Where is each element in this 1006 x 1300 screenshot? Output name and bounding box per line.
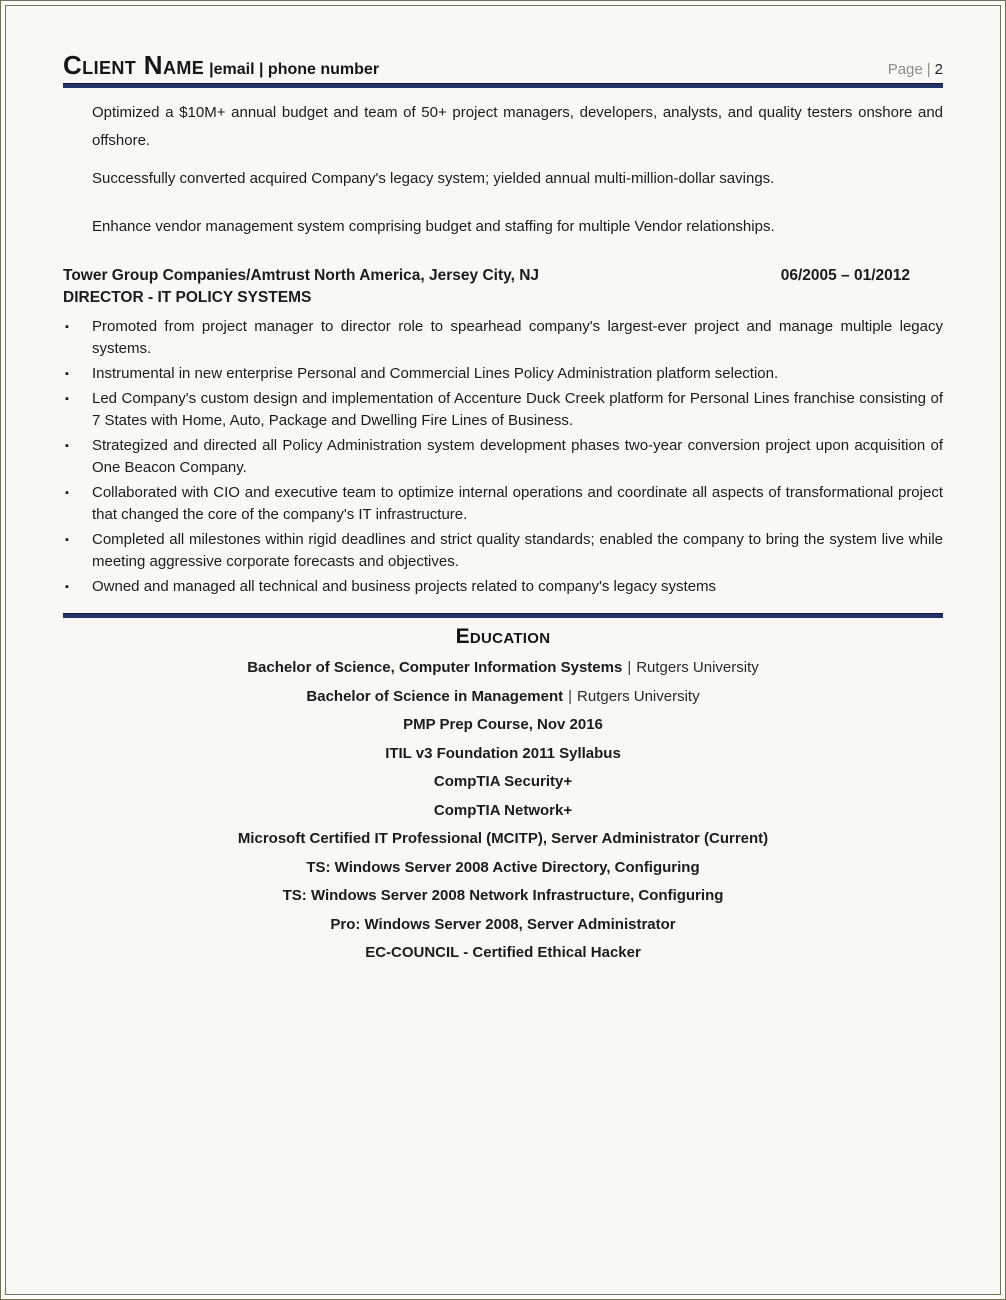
- job-header-row: [63, 265, 943, 287]
- experience-section: [63, 265, 943, 598]
- summary-paragraph: Optimized a $10M+ annual budget and team of 50+ project managers, developers, analysts, and quality testers onshore and offshore.: [92, 104, 943, 149]
- education-rule: [63, 613, 943, 618]
- experience-bullet: ▪ Owned and managed all technical and business projects related to company's legacy systems: [63, 576, 943, 598]
- page-number: 2: [934, 61, 943, 78]
- experience-bullet: ▪ Strategized and directed all Policy Administration system development phases two-year conversion project upon acquisition of One Beacon Company.: [63, 435, 943, 479]
- page-indicator: [888, 61, 943, 78]
- education-item-title: PMP Prep Course, Nov 2016: [403, 716, 603, 733]
- education-item: [63, 854, 943, 883]
- document-header: [63, 6, 943, 88]
- client-name: Client Name: [63, 50, 205, 80]
- education-item: [63, 797, 943, 826]
- experience-bullet: ▪ Led Company's custom design and implementation of Accenture Duck Creek platform for Personal Lines franchise consisting of 7 States with Home, Auto, Package and Dwelling Fire Lines of Business.: [63, 388, 943, 432]
- page-content: [63, 6, 943, 968]
- education-item-title: Pro: Windows Server 2008, Server Administrator: [330, 915, 676, 933]
- summary-section: [63, 99, 943, 241]
- education-item: [63, 911, 943, 940]
- education-item: [63, 683, 943, 712]
- header-identity: [63, 50, 379, 81]
- employment-dates: 06/2005 – 01/2012: [780, 267, 910, 284]
- experience-bullet: ▪ Completed all milestones within rigid deadlines and strict quality standards; enabled the company to bring the system live while meeting aggressive corporate forecasts and objectives.: [63, 529, 943, 573]
- page-separator: |: [926, 61, 931, 78]
- education-item: [63, 768, 943, 797]
- education-item-title: TS: Windows Server 2008 Active Directory, Configuring: [306, 858, 700, 876]
- summary-paragraph: Enhance vendor management system comprising budget and staffing for multiple Vendor relationships.: [92, 218, 775, 235]
- client-contact: |email | phone number: [209, 61, 380, 78]
- header-row: [63, 50, 943, 81]
- education-item-separator: |: [568, 687, 573, 705]
- education-item-separator: |: [627, 659, 632, 676]
- education-item-title: Bachelor of Science in Management: [306, 687, 564, 705]
- header-rule: [63, 83, 943, 88]
- experience-bullet-list: [63, 316, 943, 598]
- education-heading: Education: [455, 625, 551, 648]
- education-item-title: ITIL v3 Foundation 2011 Syllabus: [385, 744, 621, 762]
- page-label: Page: [887, 61, 923, 78]
- education-item-title: EC-COUNCIL - Certified Ethical Hacker: [365, 944, 641, 961]
- education-item-title: Bachelor of Science, Computer Information Systems: [247, 659, 623, 676]
- experience-bullet: ▪ Collaborated with CIO and executive team to optimize internal operations and coordinate all aspects of transformational project that changed the core of the company's IT infrastructure.: [63, 482, 943, 526]
- education-item-institution: Rutgers University: [636, 659, 759, 676]
- job-title: DIRECTOR - IT POLICY SYSTEMS: [63, 289, 312, 306]
- education-item-title: CompTIA Network+: [433, 801, 573, 819]
- education-item: [63, 939, 943, 968]
- education-item-title: TS: Windows Server 2008 Network Infrastructure, Configuring: [282, 887, 724, 904]
- education-item: [63, 711, 943, 740]
- page-inner-border: [5, 5, 1001, 1295]
- education-item: [63, 882, 943, 911]
- experience-bullet: ▪ Instrumental in new enterprise Personal and Commercial Lines Policy Administration platform selection.: [63, 363, 943, 385]
- education-item: [63, 654, 943, 683]
- education-item-institution: Rutgers University: [577, 687, 700, 705]
- experience-bullet: ▪ Promoted from project manager to director role to spearhead company's largest-ever project and manage multiple legacy systems.: [63, 316, 943, 360]
- education-item: [63, 825, 943, 854]
- education-section: [63, 625, 943, 968]
- education-item: [63, 740, 943, 769]
- company-location: Tower Group Companies/Amtrust North America, Jersey City, NJ: [63, 267, 540, 284]
- education-item-title: CompTIA Security+: [433, 773, 573, 790]
- education-item-title: Microsoft Certified IT Professional (MCITP), Server Administrator (Current): [237, 830, 769, 847]
- summary-paragraph: Successfully converted acquired Company's legacy system; yielded annual multi-million-dollar savings.: [92, 170, 775, 187]
